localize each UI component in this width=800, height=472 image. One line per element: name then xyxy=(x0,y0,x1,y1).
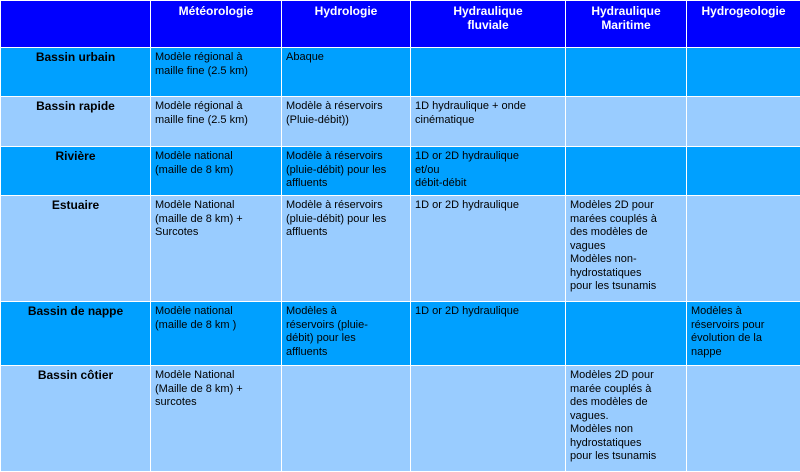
table-cell xyxy=(566,302,687,366)
table-cell: Modèle national (maille de 8 km ) xyxy=(151,302,282,366)
col-header-hydrologie: Hydrologie xyxy=(282,1,411,48)
table-cell: Abaque xyxy=(282,48,411,97)
table-cell xyxy=(687,196,800,302)
table-cell: Modèle régional à maille fine (2.5 km) xyxy=(151,48,282,97)
table-cell xyxy=(687,97,800,147)
table-cell xyxy=(282,366,411,472)
table-cell: Modèles à réservoirs (pluie- débit) pour les affluents xyxy=(282,302,411,366)
table-cell: Modèle National (Maille de 8 km) + surcotes xyxy=(151,366,282,472)
table-cell: 1D or 2D hydraulique xyxy=(411,196,566,302)
table-cell: Modèles 2D pour marées couplés à des modèles de vagues Modèles non- hydrostatiques pour les tsunamis xyxy=(566,196,687,302)
col-header-meteorologie: Météorologie xyxy=(151,1,282,48)
table-cell xyxy=(687,48,800,97)
table-cell: 1D hydraulique + onde cinématique xyxy=(411,97,566,147)
row-label: Bassin côtier xyxy=(1,366,151,472)
table-row xyxy=(1,302,800,366)
row-label: Rivière xyxy=(1,147,151,196)
table-cell: 1D or 2D hydraulique et/ou débit-débit xyxy=(411,147,566,196)
table-row xyxy=(1,48,800,97)
header-row xyxy=(1,1,800,48)
table-cell xyxy=(566,97,687,147)
col-header-hydrogeologie: Hydrogeologie xyxy=(687,1,800,48)
corner-cell xyxy=(1,1,151,48)
row-label: Bassin urbain xyxy=(1,48,151,97)
table-cell xyxy=(411,366,566,472)
table-cell xyxy=(566,48,687,97)
table-row xyxy=(1,147,800,196)
table-cell xyxy=(687,366,800,472)
row-label: Estuaire xyxy=(1,196,151,302)
table-row xyxy=(1,97,800,147)
table-cell: Modèle à réservoirs (pluie-débit) pour les affluents xyxy=(282,147,411,196)
row-label: Bassin rapide xyxy=(1,97,151,147)
row-label: Bassin de nappe xyxy=(1,302,151,366)
table-row xyxy=(1,366,800,472)
table-cell: Modèle à réservoirs (pluie-débit) pour les affluents xyxy=(282,196,411,302)
table-cell: Modèle national (maille de 8 km) xyxy=(151,147,282,196)
col-header-hydraulique-fluviale: Hydraulique fluviale xyxy=(411,1,566,48)
table-cell: Modèles 2D pour marée couplés à des modèles de vagues. Modèles non hydrostatiques pour les tsunamis xyxy=(566,366,687,472)
col-header-hydraulique-maritime: Hydraulique Maritime xyxy=(566,1,687,48)
table-cell: 1D or 2D hydraulique xyxy=(411,302,566,366)
table-cell xyxy=(687,147,800,196)
table-row xyxy=(1,196,800,302)
table-cell xyxy=(566,147,687,196)
table-cell xyxy=(411,48,566,97)
table-cell: Modèle régional à maille fine (2.5 km) xyxy=(151,97,282,147)
table-cell: Modèle National (maille de 8 km) + Surcotes xyxy=(151,196,282,302)
table-cell: Modèles à réservoirs pour évolution de la nappe xyxy=(687,302,800,366)
table-cell: Modèle à réservoirs (Pluie-débit)) xyxy=(282,97,411,147)
